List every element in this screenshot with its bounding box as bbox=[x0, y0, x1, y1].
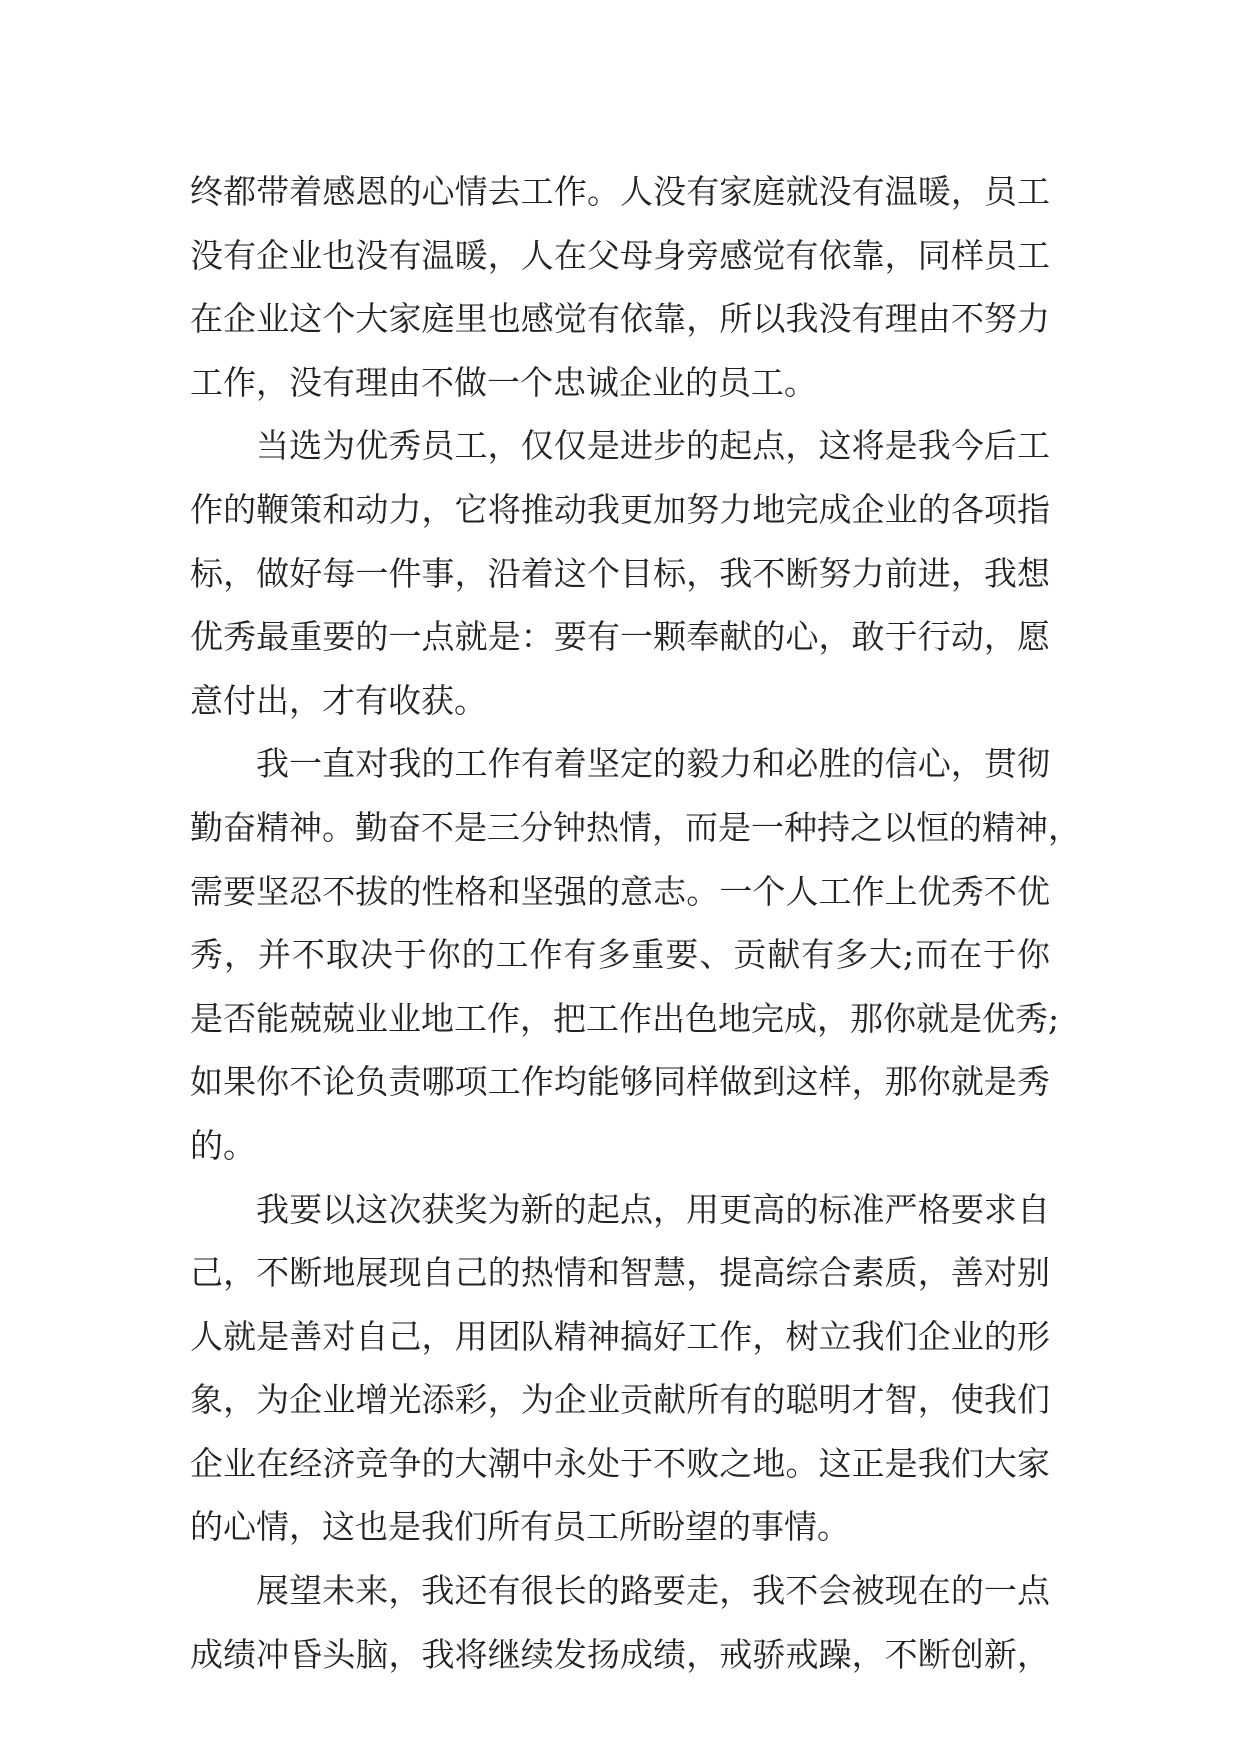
text-line: 标，做好每一件事，沿着这个目标，我不断努力前进，我想 bbox=[190, 553, 1050, 593]
paragraph-5 bbox=[190, 1559, 1050, 1686]
text-line: 成绩冲昏头脑，我将继续发扬成绩，戒骄戒躁，不断创新， bbox=[190, 1634, 1050, 1674]
text-line: 我要以这次获奖为新的起点，用更高的标准严格要求自 bbox=[256, 1189, 1050, 1229]
paragraph-2 bbox=[190, 414, 1050, 732]
text-line: 没有企业也没有温暖，人在父母身旁感觉有依靠，同样员工 bbox=[190, 235, 1050, 275]
text-line: 当选为优秀员工，仅仅是进步的起点，这将是我今后工 bbox=[256, 426, 1050, 466]
text-line: 意付出，才有收获。 bbox=[190, 680, 487, 720]
paragraph-3 bbox=[190, 732, 1081, 1177]
text-line: 工作，没有理由不做一个忠诚企业的员工。 bbox=[190, 362, 817, 402]
text-line: 我一直对我的工作有着坚定的毅力和必胜的信心，贯彻 bbox=[256, 744, 1050, 784]
document-body bbox=[190, 160, 1081, 1686]
text-line: 的心情，这也是我们所有员工所盼望的事情。 bbox=[190, 1507, 850, 1547]
text-line: 优秀最重要的一点就是：要有一颗奉献的心，敢于行动，愿 bbox=[190, 617, 1050, 657]
text-line: 秀，并不取决于你的工作有多重要、贡献有多大;而在于你 bbox=[190, 935, 1050, 975]
text-line: 需要坚忍不拔的性格和坚强的意志。一个人工作上优秀不优 bbox=[190, 871, 1050, 911]
text-line: 展望未来，我还有很长的路要走，我不会被现在的一点 bbox=[256, 1571, 1050, 1611]
text-line: 如果你不论负责哪项工作均能够同样做到这样，那你就是秀 bbox=[190, 1062, 1050, 1102]
text-line: 己，不断地展现自己的热情和智慧，提高综合素质，善对别 bbox=[190, 1253, 1050, 1293]
paragraph-4 bbox=[190, 1178, 1050, 1560]
paragraph-1 bbox=[190, 160, 1050, 414]
text-line: 作的鞭策和动力，它将推动我更加努力地完成企业的各项指 bbox=[190, 489, 1050, 529]
text-line: 象，为企业增光添彩，为企业贡献所有的聪明才智，使我们 bbox=[190, 1380, 1050, 1420]
text-line: 的。 bbox=[190, 1125, 256, 1165]
text-line: 人就是善对自己，用团队精神搞好工作，树立我们企业的形 bbox=[190, 1316, 1050, 1356]
text-line: 终都带着感恩的心情去工作。人没有家庭就没有温暖，员工 bbox=[190, 172, 1050, 211]
text-line: 是否能兢兢业业地工作，把工作出色地完成，那你就是优秀; bbox=[190, 998, 1060, 1038]
text-line: 企业在经济竞争的大潮中永处于不败之地。这正是我们大家 bbox=[190, 1443, 1050, 1483]
text-line: 勤奋精神。勤奋不是三分钟热情，而是一种持之以恒的精神， bbox=[190, 807, 1081, 847]
text-line: 在企业这个大家庭里也感觉有依靠，所以我没有理由不努力 bbox=[190, 299, 1050, 339]
